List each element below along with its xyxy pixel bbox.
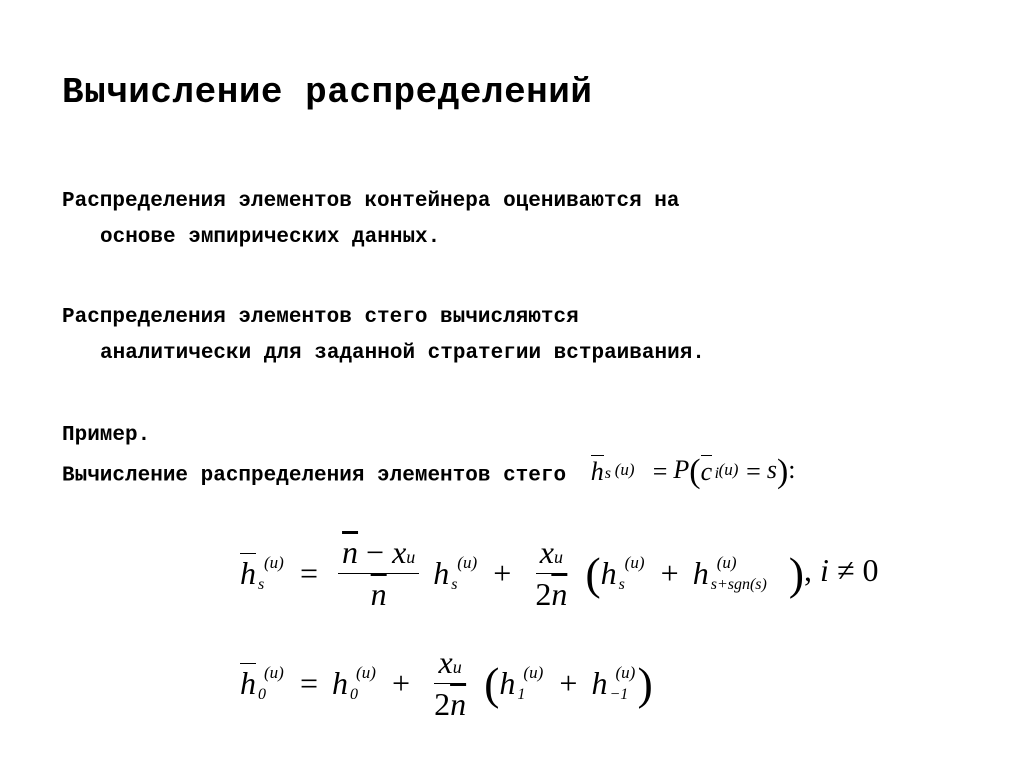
slide-title: Вычисление распределений: [62, 72, 593, 113]
formula-general: h (u) s = $\frac{\overline{n} - xu}{n}$ h (u) s + $\frac{xu}{2\overline{n}}$ (h (u) s + h (u) s+sgn(s) ), i ≠ 0: [240, 534, 879, 612]
example-label-text: Пример.: [62, 424, 151, 447]
example-label: [62, 418, 962, 454]
paragraph-line: основе эмпирических данных.: [100, 226, 441, 249]
paragraph-container-distributions: [62, 184, 962, 256]
paragraph-line: Распределения элементов контейнера оцениваются на: [62, 190, 680, 213]
paragraph-stego-distributions: [62, 300, 962, 372]
inline-formula: h (u) s = P(c (u) i = s):: [590, 453, 796, 491]
paragraph-line: Распределения элементов стего вычисляются: [62, 306, 579, 329]
formula-zero: h (u) 0 = h (u) 0 + $\frac{xu}{2\overline{n}}$ (h (u) 1 + h (u) −1 ): [240, 644, 653, 722]
example-text: [62, 453, 962, 495]
example-text-content: Вычисление распределения элементов стего: [62, 464, 567, 488]
paragraph-line: аналитически для заданной стратегии встраивания.: [100, 342, 705, 365]
